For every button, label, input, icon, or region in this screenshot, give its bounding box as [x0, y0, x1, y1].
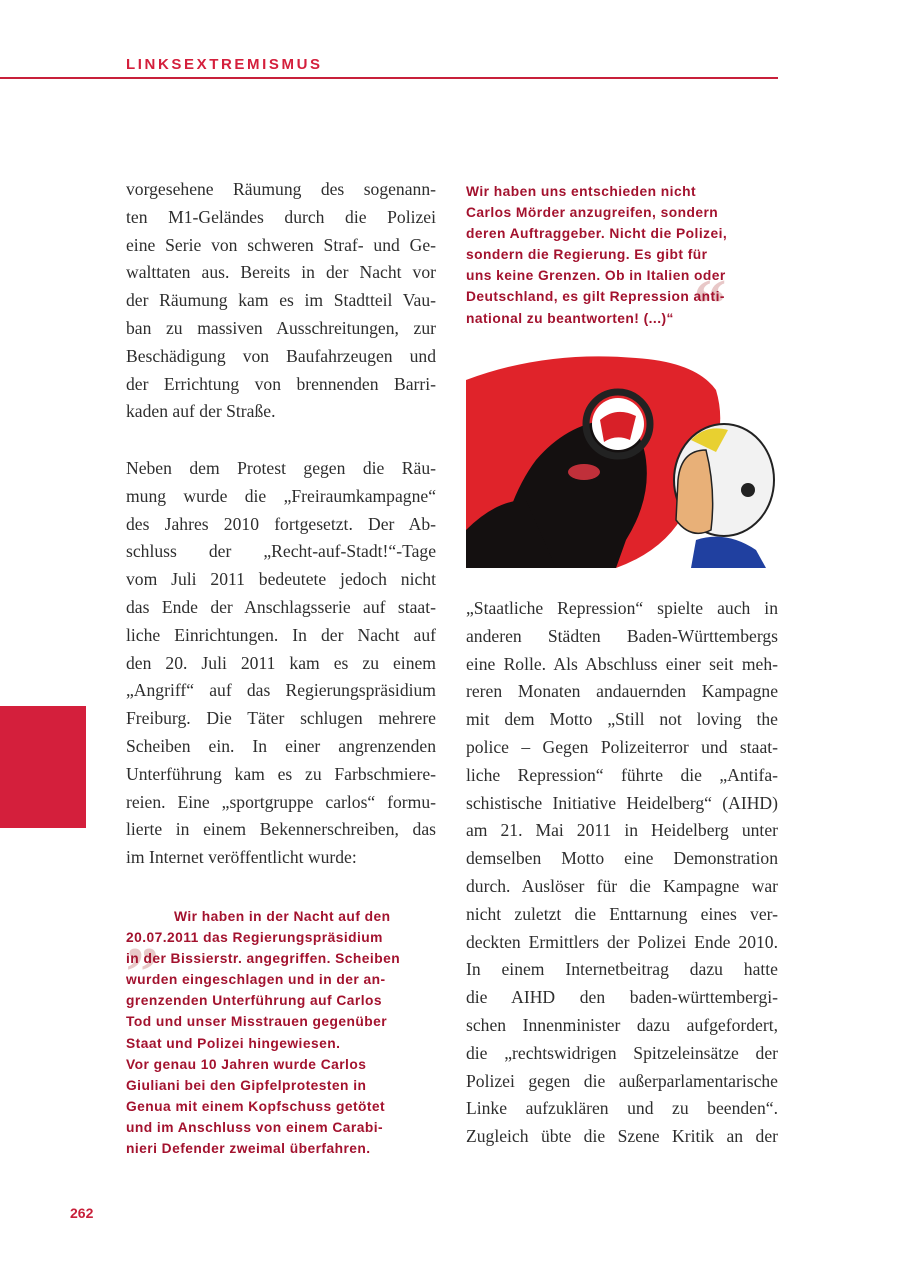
text-line: Zugleich übte die Szene Kritik an der: [466, 1126, 778, 1147]
text-line: am 21. Mai 2011 in Heidelberg unter: [466, 820, 778, 841]
text-line: reren Monaten andauernden Kampagne: [466, 681, 778, 702]
text-line: des Jahres 2010 fortgesetzt. Der Ab-: [126, 513, 436, 534]
text-line: lierte in einem Bekennerschreiben, das: [126, 819, 436, 840]
text-line: mung wurde die „Freiraumkampagne“: [126, 485, 436, 506]
text-line: mit dem Motto „Still not loving the: [466, 709, 778, 730]
text-line: kaden auf der Straße.: [126, 401, 276, 422]
text-line: Polizei gegen die außerparlamentarische: [466, 1070, 778, 1091]
side-marker: [0, 706, 86, 828]
text-line: Neben dem Protest gegen die Räu-: [126, 458, 436, 478]
text-line: schistische Initiative Heidelberg“ (AIHD): [466, 792, 778, 813]
text-line: vorgesehene Räumung des sogenann-: [126, 179, 436, 199]
text-line: eine Rolle. Als Abschluss einer seit meh-: [466, 653, 778, 674]
text-line: wurden eingeschlagen und in der an-: [126, 972, 386, 988]
text-line: Wir haben uns entschieden nicht: [466, 184, 697, 199]
text-line: deren Auftraggeber. Nicht die Polizei,: [466, 226, 728, 242]
text-line: ban zu massiven Ausschreitungen, zur: [126, 317, 436, 338]
text-line: walttaten aus. Bereits in der Nacht vor: [126, 262, 436, 283]
text-line: den 20. Juli 2011 kam es zu einem: [126, 652, 436, 673]
left-paragraph-1: [126, 176, 436, 426]
text-line: eine Serie von schweren Straf- und Ge-: [126, 234, 436, 255]
text-line: im Internet veröffentlicht wurde:: [126, 847, 357, 868]
right-paragraph: [466, 595, 778, 1151]
text-line: national zu beantworten! (...)“: [466, 310, 674, 326]
text-line: police – Gegen Polizeiterror und staat-: [466, 736, 778, 757]
text-line: „Staatliche Repression“ spielte auch in: [466, 598, 778, 618]
antifa-illustration: [466, 350, 778, 568]
text-line: sondern die Regierung. Es gibt für: [466, 247, 708, 263]
text-line: „Angriff“ auf das Regierungspräsidium: [126, 680, 436, 701]
right-quote: [466, 181, 782, 329]
text-line: grenzenden Unterführung auf Carlos: [126, 993, 382, 1009]
text-line: Vor genau 10 Jahren wurde Carlos: [126, 1056, 367, 1072]
text-line: in der Bissierstr. angegriffen. Scheiben: [126, 951, 401, 967]
text-line: nicht zuletzt die Enttarnung eines ver-: [466, 903, 778, 924]
text-line: Freiburg. Die Täter schlugen mehrere: [126, 708, 436, 729]
text-line: schen Innenminister dazu aufgefordert,: [466, 1014, 778, 1035]
text-line: durch. Auslöser für die Kampagne war: [466, 875, 778, 896]
text-line: Wir haben in der Nacht auf den: [174, 909, 391, 924]
text-line: Deutschland, es gilt Repression anti-: [466, 289, 725, 305]
text-line: reien. Eine „sportgruppe carlos“ formu-: [126, 791, 436, 812]
text-line: Genua mit einem Kopfschuss getötet: [126, 1098, 386, 1114]
text-line: und im Anschluss von einem Carabi-: [126, 1119, 384, 1135]
quote-mark-right: “: [690, 266, 725, 343]
text-line: demselben Motto eine Demonstration: [466, 848, 778, 869]
text-line: der Räumung kam es im Stadtteil Vau-: [126, 290, 436, 311]
text-line: liche Repression“ führte die „Antifa-: [466, 764, 778, 785]
text-line: das Ende der Anschlagsserie auf staat-: [126, 596, 436, 617]
text-line: deckten Ermittlers der Polizei Ende 2010.: [466, 931, 778, 952]
left-paragraph-2: [126, 455, 436, 872]
text-line: uns keine Grenzen. Ob in Italien oder: [466, 268, 726, 284]
text-line: der Errichtung von brennenden Barri-: [126, 373, 436, 394]
text-line: anderen Städten Baden-Württembergs: [466, 625, 778, 646]
text-line: Staat und Polizei hingewiesen.: [126, 1035, 341, 1051]
text-line: Carlos Mörder anzugreifen, sondern: [466, 205, 719, 221]
quote-mark-left: „: [128, 898, 163, 975]
text-line: Beschädigung von Baufahrzeugen und: [126, 345, 436, 366]
text-line: die AIHD den baden-württembergi-: [466, 987, 778, 1008]
text-line: Tod und unser Misstrauen gegenüber: [126, 1014, 388, 1030]
text-line: liche Einrichtungen. In der Nacht auf: [126, 624, 436, 645]
left-quote: [126, 906, 442, 1159]
page-number: 262: [70, 1205, 94, 1221]
text-line: die „rechtswidrigen Spitzeleinsätze der: [466, 1042, 778, 1063]
text-line: Scheiben ein. In einer angrenzenden: [126, 735, 436, 756]
text-line: Unterführung kam es zu Farbschmiere-: [126, 763, 436, 784]
text-line: schluss der „Recht-auf-Stadt!“-Tage: [126, 541, 436, 562]
header-rule: [0, 77, 778, 79]
text-line: Linke aufzuklären und zu beenden“.: [466, 1098, 778, 1119]
text-line: ten M1-Geländes durch die Polizei: [126, 206, 436, 227]
text-line: 20.07.2011 das Regierungspräsidium: [126, 930, 383, 946]
text-line: vom Juli 2011 bedeutete jedoch nicht: [126, 569, 436, 590]
section-title: LINKSEXTREMISMUS: [126, 56, 323, 73]
text-line: Giuliani bei den Gipfelprotesten in: [126, 1077, 367, 1093]
text-line: nieri Defender zweimal überfahren.: [126, 1141, 371, 1157]
text-line: In einem Internetbeitrag dazu hatte: [466, 959, 778, 980]
